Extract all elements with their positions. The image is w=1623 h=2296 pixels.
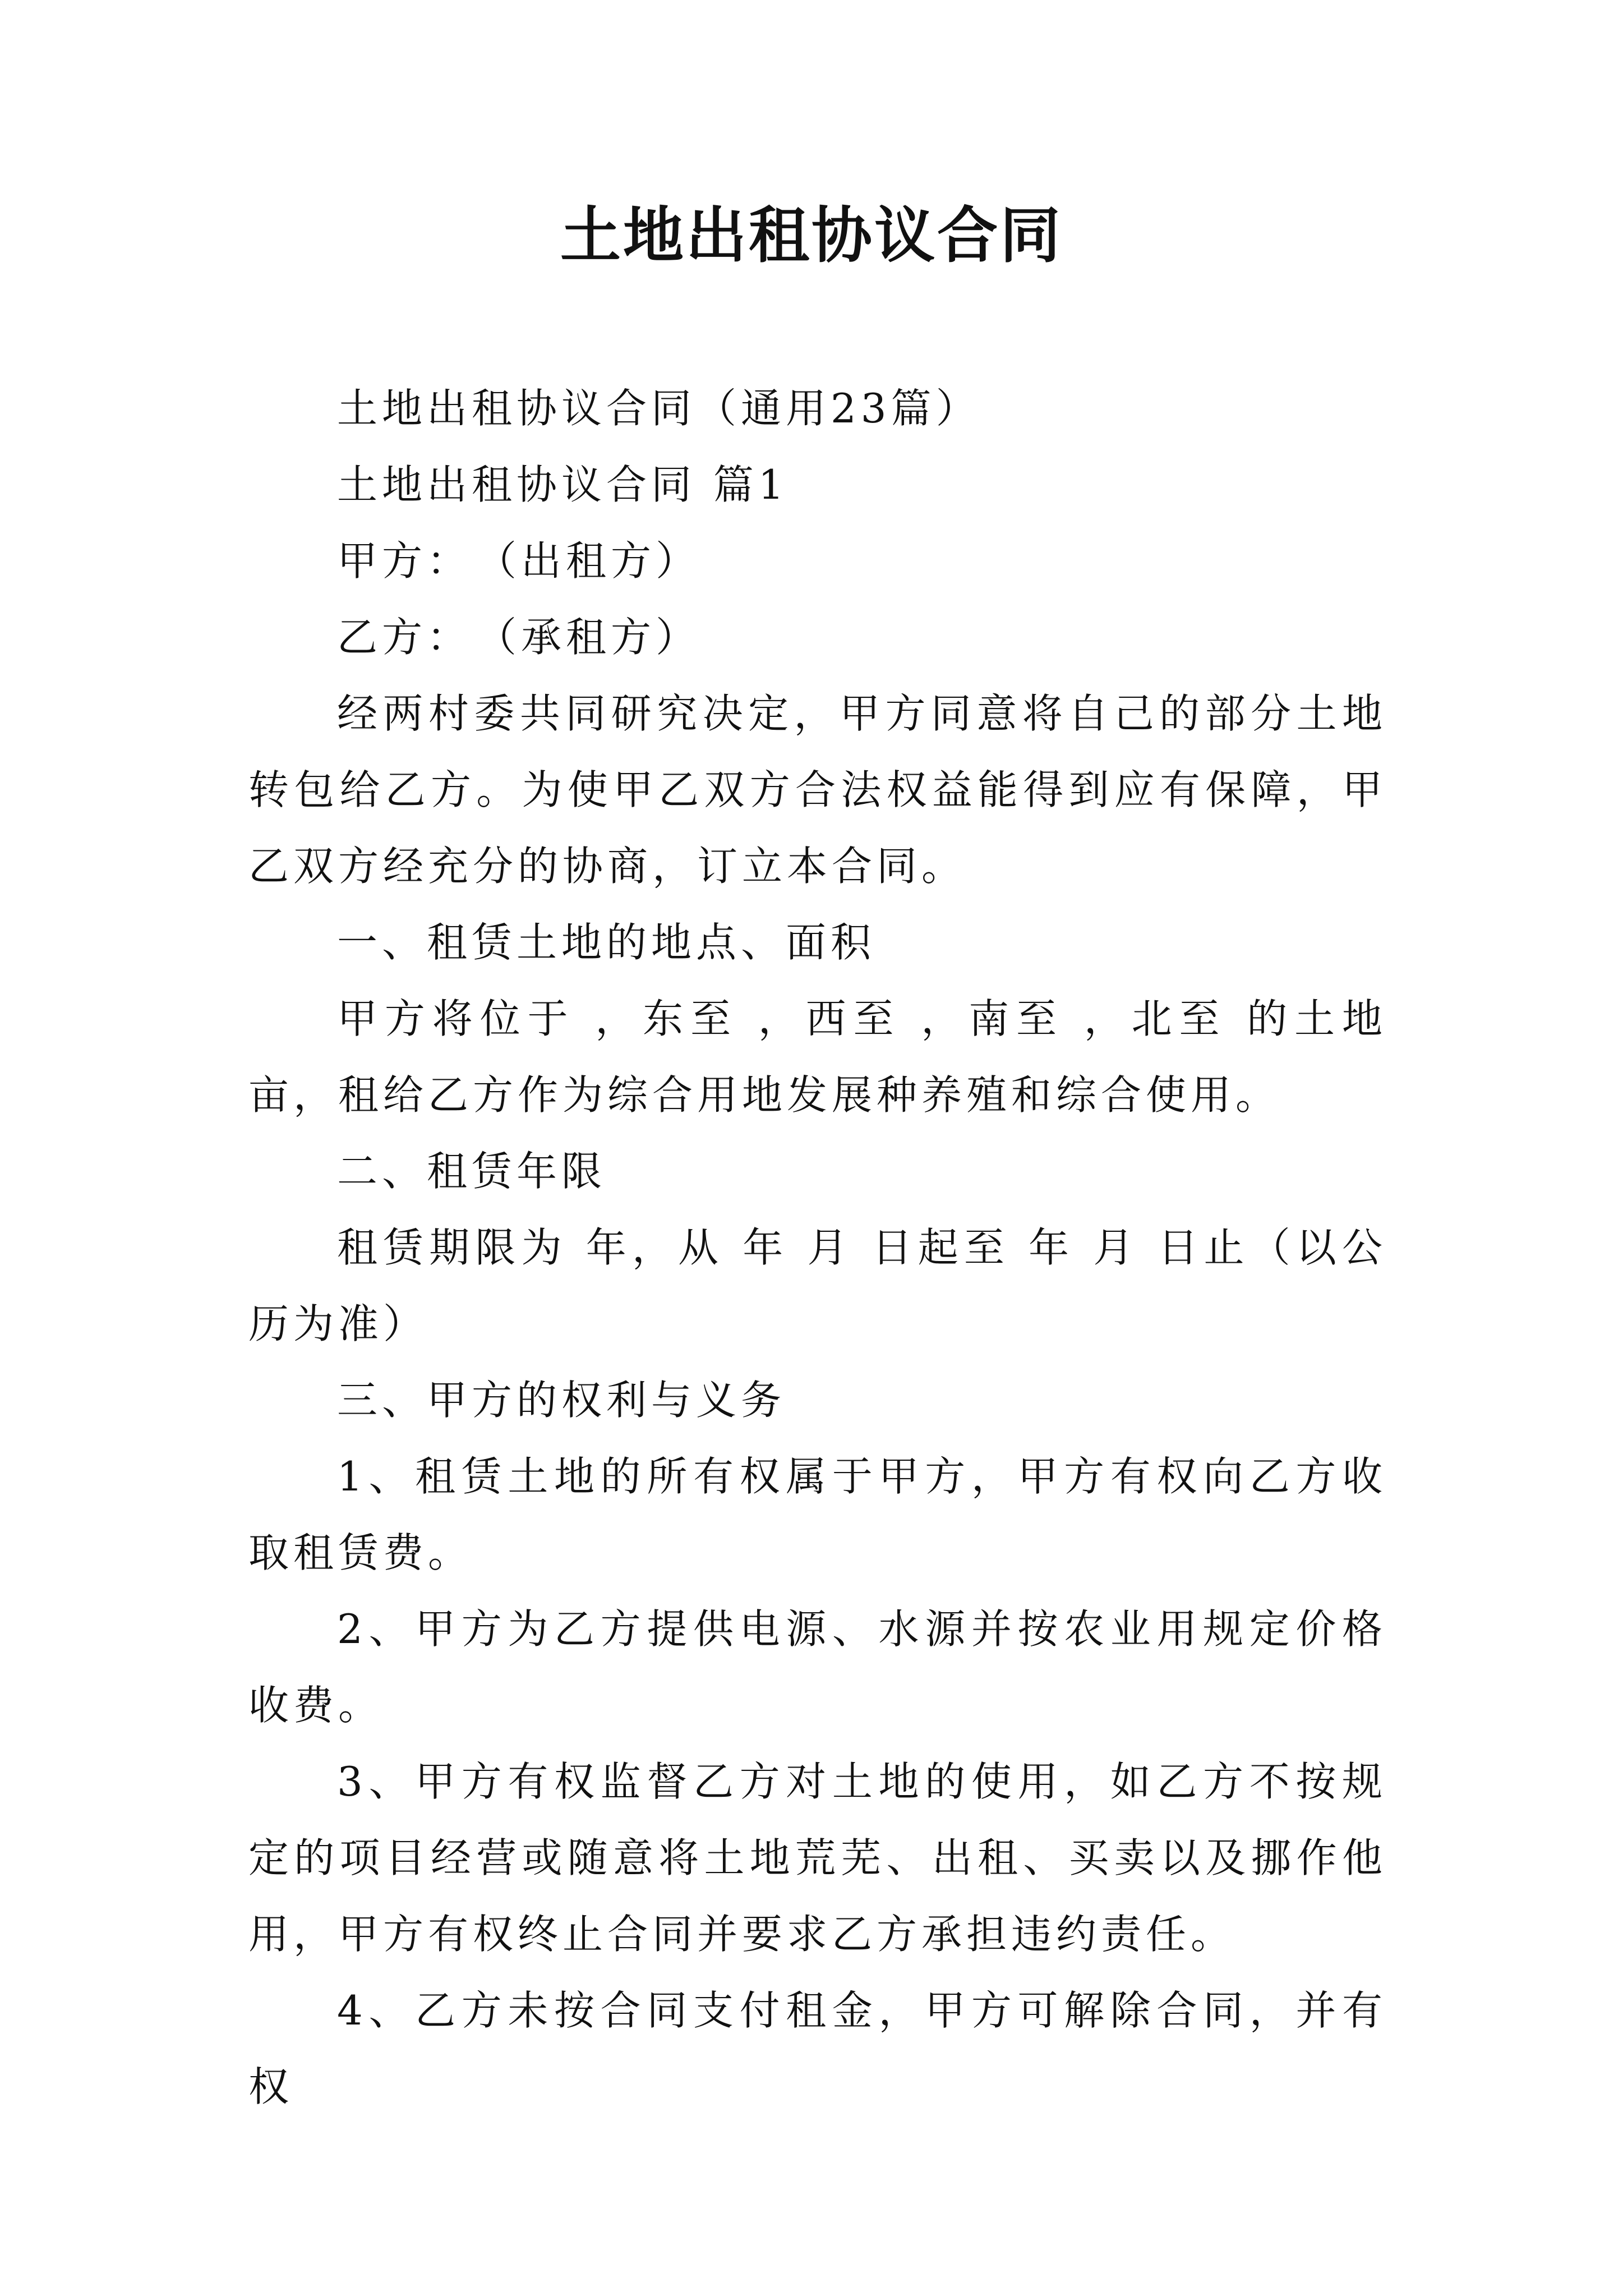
paragraph: 1、租赁土地的所有权属于甲方，甲方有权向乙方收取租赁费。 — [248, 1453, 1387, 1576]
paragraph: 3、甲方有权监督乙方对土地的使用，如乙方不按规定的项目经营或随意将土地荒芜、出租、买卖以及挪作他用，甲方有权终止合同并要求乙方承担违约责任。 — [248, 1758, 1387, 1958]
paragraph: 4、乙方未按合同支付租金，甲方可解除合同，并有权 — [248, 1987, 1387, 2110]
paragraph: 土地出租协议合同 篇1 — [337, 461, 789, 508]
paragraph: 经两村委共同研究决定，甲方同意将自己的部分土地转包给乙方。为使甲乙双方合法权益能得到应有保障，甲乙双方经充分的协商，订立本合同。 — [248, 690, 1387, 890]
paragraph: 一、租赁土地的地点、面积 — [337, 919, 876, 966]
paragraph: 乙方： （承租方） — [337, 614, 701, 661]
paragraph: 租赁期限为 年，从 年 月 日起至 年 月 日止（以公历为准） — [248, 1224, 1387, 1347]
paragraph: 二、租赁年限 — [337, 1148, 607, 1195]
paragraph: 2、甲方为乙方提供电源、水源并按农业用规定价格收费。 — [248, 1605, 1387, 1729]
paragraph: 三、甲方的权利与义务 — [337, 1377, 786, 1424]
paragraph: 甲方将位于 ，东至 ，西至 ，南至 ，北至 的土地 亩，租给乙方作为综合用地发展种养殖和综合使用。 — [248, 995, 1387, 1119]
paragraph: 土地出租协议合同（通用23篇） — [337, 385, 981, 432]
document-title: 土地出租协议合同 — [560, 200, 1063, 271]
document-body — [248, 370, 1387, 2125]
paragraph: 甲方： （出租方） — [337, 537, 701, 585]
